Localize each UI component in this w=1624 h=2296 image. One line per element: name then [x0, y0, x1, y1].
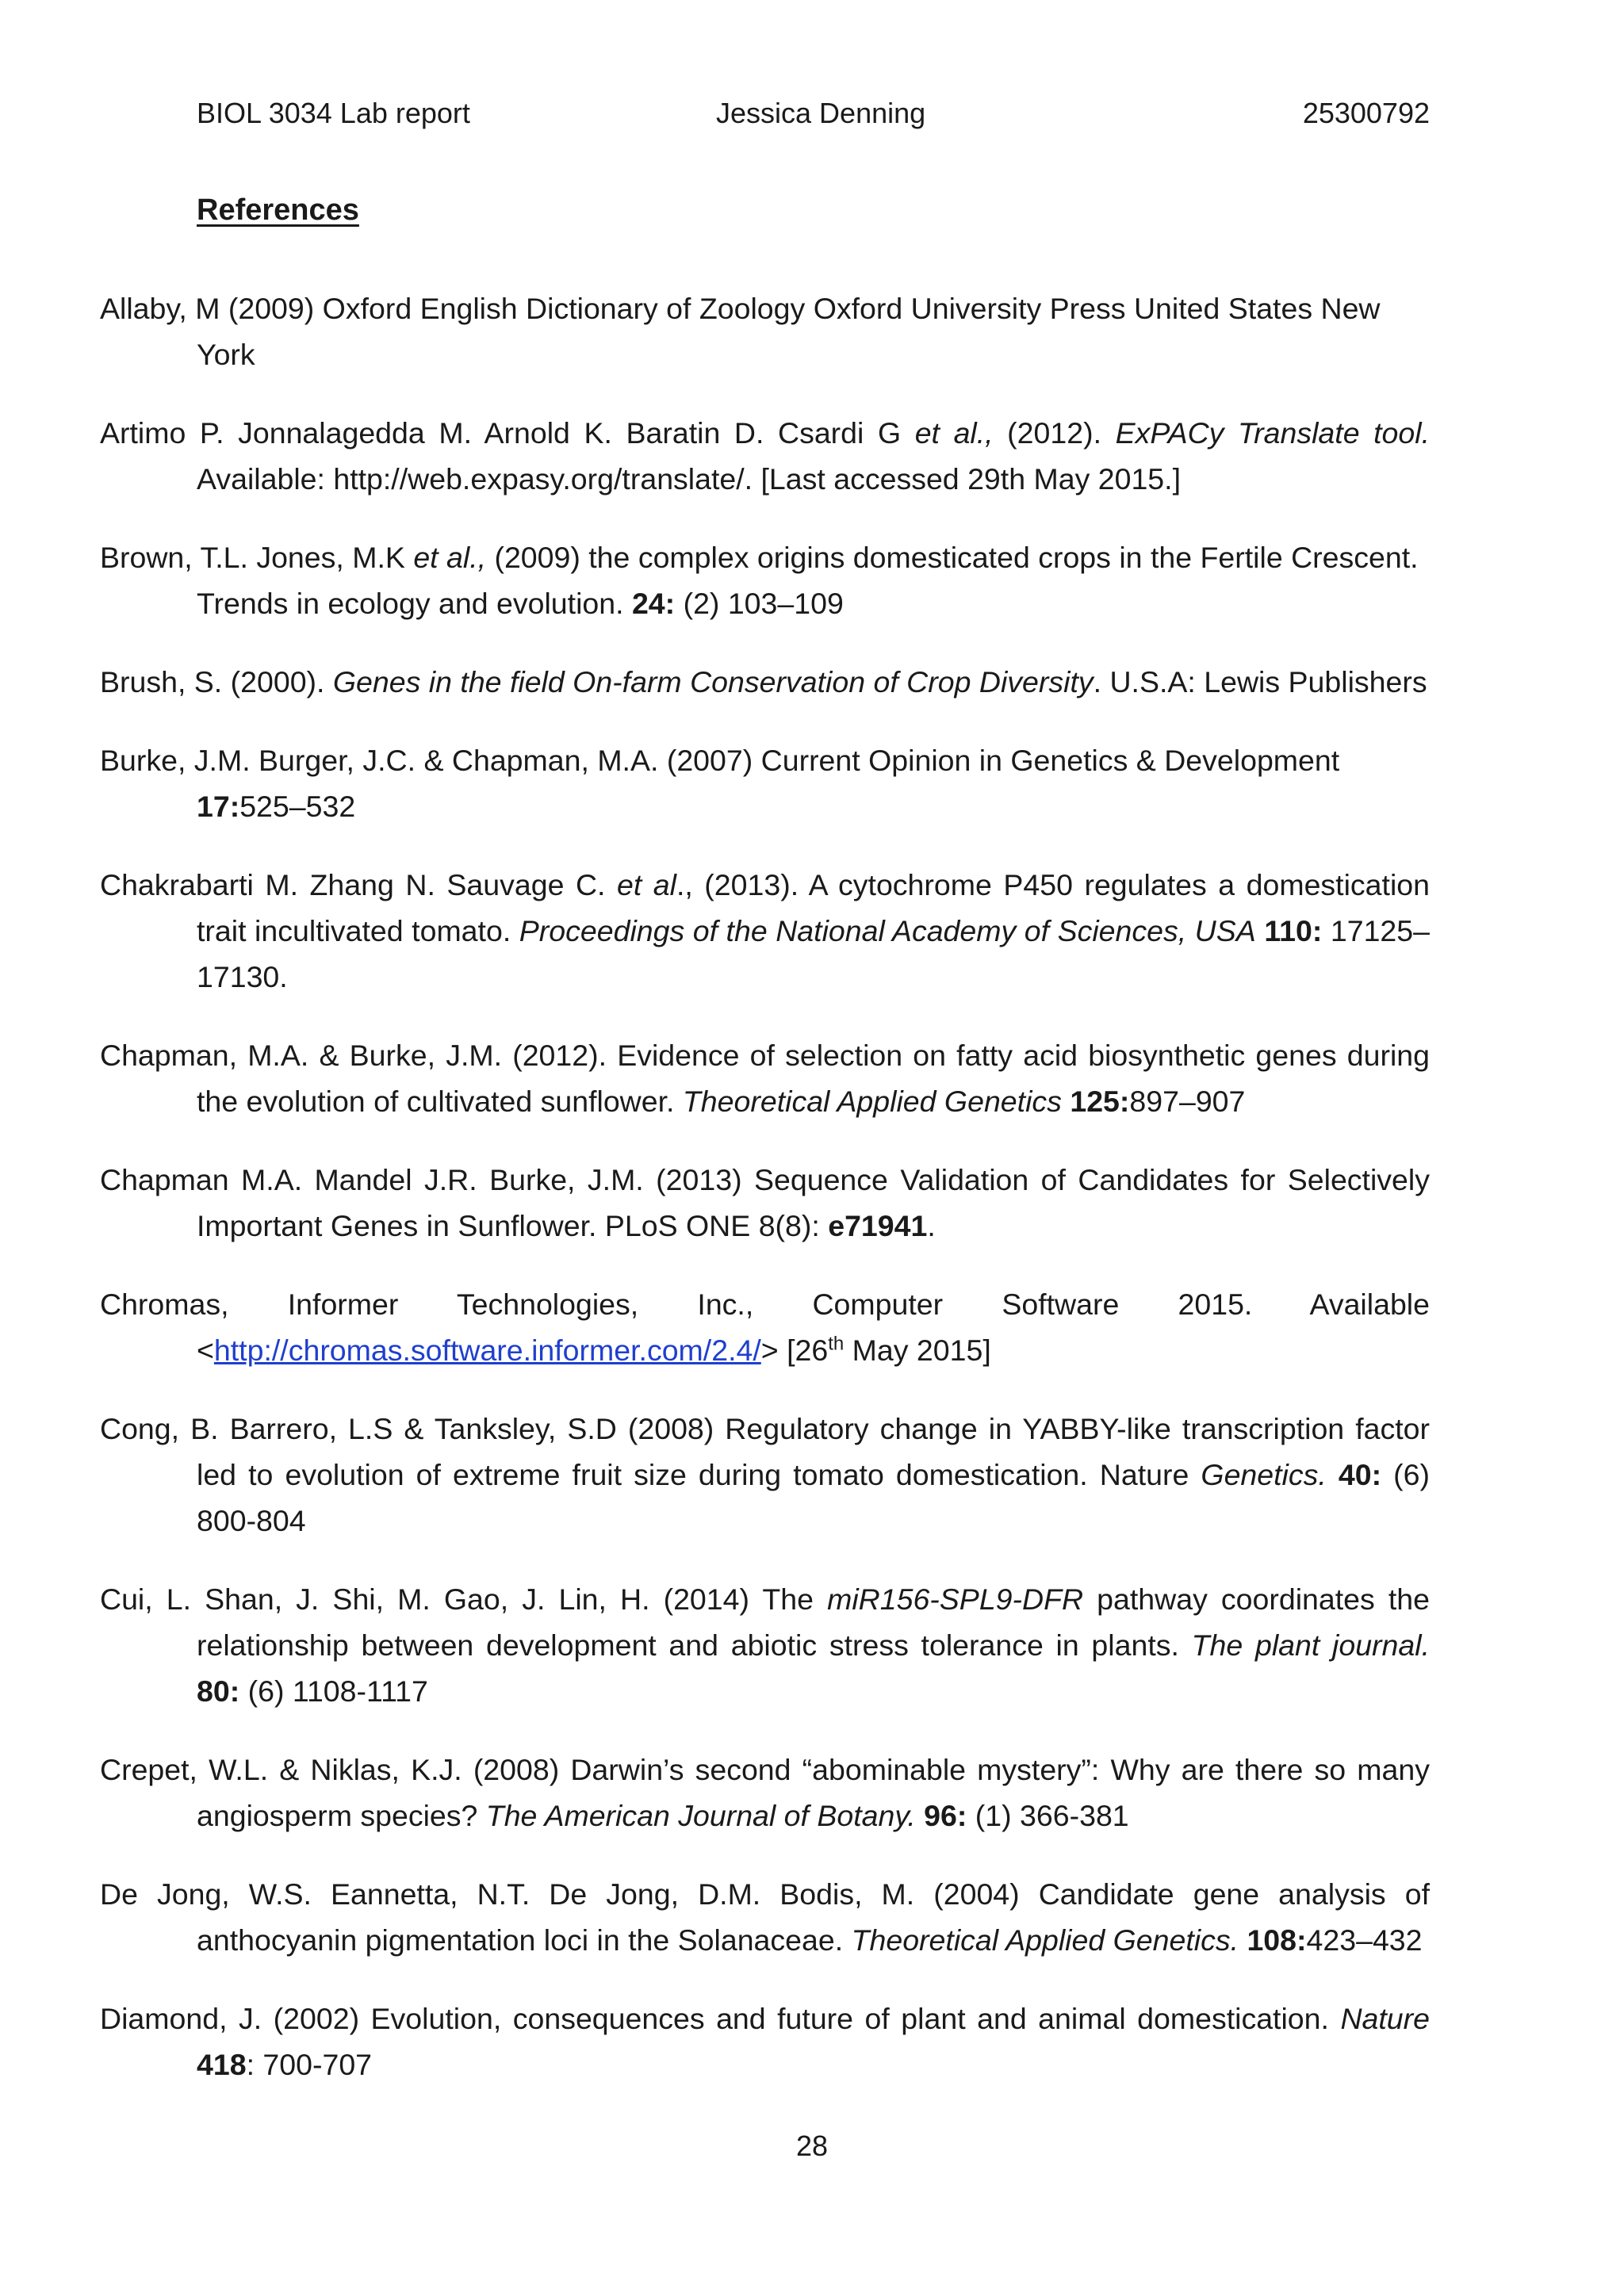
- volume: 125:: [1070, 1085, 1130, 1118]
- reference-chromas: Chromas, Informer Technologies, Inc., Computer Software 2015. Available <http://chromas.software.informer.com/2.4/> [26th May 2015]: [100, 1288, 1430, 1367]
- article-id: e71941: [828, 1209, 928, 1242]
- reference-burke: Burke, J.M. Burger, J.C. & Chapman, M.A. (2007) Current Opinion in Genetics & Development 17:525–532: [100, 744, 1340, 823]
- journal-name: Theoretical Applied Genetics.: [851, 1923, 1239, 1957]
- volume: 108:: [1247, 1923, 1307, 1957]
- journal-name: Genetics.: [1201, 1458, 1327, 1491]
- reference-chapman-mandel: Chapman M.A. Mandel J.R. Burke, J.M. (2013) Sequence Validation of Candidates for Selectively Important Genes in Sunflower. PLoS ONE 8(8): e71941.: [100, 1163, 1430, 1242]
- et-al: et al.,: [413, 541, 487, 574]
- work-title: Genes in the field On-farm Conservation of Crop Diversity: [332, 665, 1094, 698]
- journal-name: The American Journal of Botany.: [485, 1799, 916, 1832]
- volume: 418: [197, 2048, 247, 2081]
- volume: 96:: [924, 1799, 967, 1832]
- volume: 17:: [197, 790, 240, 823]
- reference-text: Allaby, M (2009) Oxford English Dictionary of Zoology Oxford University Press United States New York: [100, 292, 1381, 371]
- reference-brush: Brush, S. (2000). Genes in the field On-farm Conservation of Crop Diversity. U.S.A: Lewis Publishers: [100, 665, 1427, 698]
- page-number: 28: [795, 2130, 829, 2162]
- chromas-link[interactable]: http://chromas.software.informer.com/2.4/: [213, 1334, 761, 1367]
- references-heading: References: [197, 193, 359, 227]
- ordinal-suffix: th: [828, 1333, 845, 1355]
- volume: 40:: [1338, 1458, 1382, 1491]
- reference-list: [100, 285, 1430, 2120]
- reference-diamond: Diamond, J. (2002) Evolution, consequences and future of plant and animal domestication. Nature 418: 700-707: [100, 2002, 1430, 2081]
- reference-de-jong: De Jong, W.S. Eannetta, N.T. De Jong, D.M. Bodis, M. (2004) Candidate gene analysis of anthocyanin pigmentation loci in the Solanaceae. Theoretical Applied Genetics. 108:423–432: [100, 1877, 1430, 1957]
- volume: 110:: [1264, 914, 1323, 947]
- volume: 24:: [631, 587, 676, 620]
- et-al: et al.,: [914, 416, 994, 450]
- reference-cong: Cong, B. Barrero, L.S & Tanksley, S.D (2008) Regulatory change in YABBY-like transcription factor led to evolution of extreme fruit size during tomato domestication. Nature Genetics. 40: (6) 800-804: [100, 1412, 1430, 1537]
- reference-brown: Brown, T.L. Jones, M.K et al., (2009) the complex origins domesticated crops in the Fertile Crescent. Trends in ecology and evolution. 24: (2) 103–109: [100, 541, 1419, 620]
- reference-chapman-burke: Chapman, M.A. & Burke, J.M. (2012). Evidence of selection on fatty acid biosynthetic genes during the evolution of cultivated sunflower. Theoretical Applied Genetics 125:897–907: [100, 1039, 1430, 1118]
- volume: 80:: [197, 1674, 240, 1708]
- journal-name: The plant journal.: [1191, 1628, 1430, 1662]
- page-header: [197, 97, 1430, 135]
- header-author: Jessica Denning: [716, 97, 926, 129]
- work-title: ExPACy Translate tool.: [1115, 416, 1431, 450]
- reference-artimo: Artimo P. Jonnalagedda M. Arnold K. Baratin D. Csardi G et al., (2012). ExPACy Translate tool. Available: http://web.expasy.org/translate/. [Last accessed 29th May 2015.]: [100, 416, 1431, 496]
- journal-name: Theoretical Applied Genetics: [682, 1085, 1062, 1118]
- reference-chakrabarti: Chakrabarti M. Zhang N. Sauvage C. et al., (2013). A cytochrome P450 regulates a domestication trait incultivated tomato. Proceedings of the National Academy of Sciences, USA 110: 17125–17130.: [100, 868, 1430, 993]
- header-course: BIOL 3034 Lab report: [197, 97, 470, 129]
- gene-name: miR156-SPL9-DFR: [827, 1582, 1084, 1616]
- reference-cui: Cui, L. Shan, J. Shi, M. Gao, J. Lin, H. (2014) The miR156-SPL9-DFR pathway coordinates the relationship between development and abiotic stress tolerance in plants. The plant journal. 80: (6) 1108-1117: [100, 1582, 1430, 1708]
- journal-name: Proceedings of the National Academy of Sciences, USA: [519, 914, 1256, 947]
- reference-allaby: [100, 285, 1430, 377]
- header-student-id: 25300792: [1302, 97, 1430, 129]
- journal-name: Nature: [1340, 2002, 1430, 2035]
- et-al: et al: [616, 868, 676, 901]
- reference-crepet: Crepet, W.L. & Niklas, K.J. (2008) Darwin’s second “abominable mystery”: Why are there so many angiosperm species? The American Journal of Botany. 96: (1) 366-381: [100, 1753, 1430, 1832]
